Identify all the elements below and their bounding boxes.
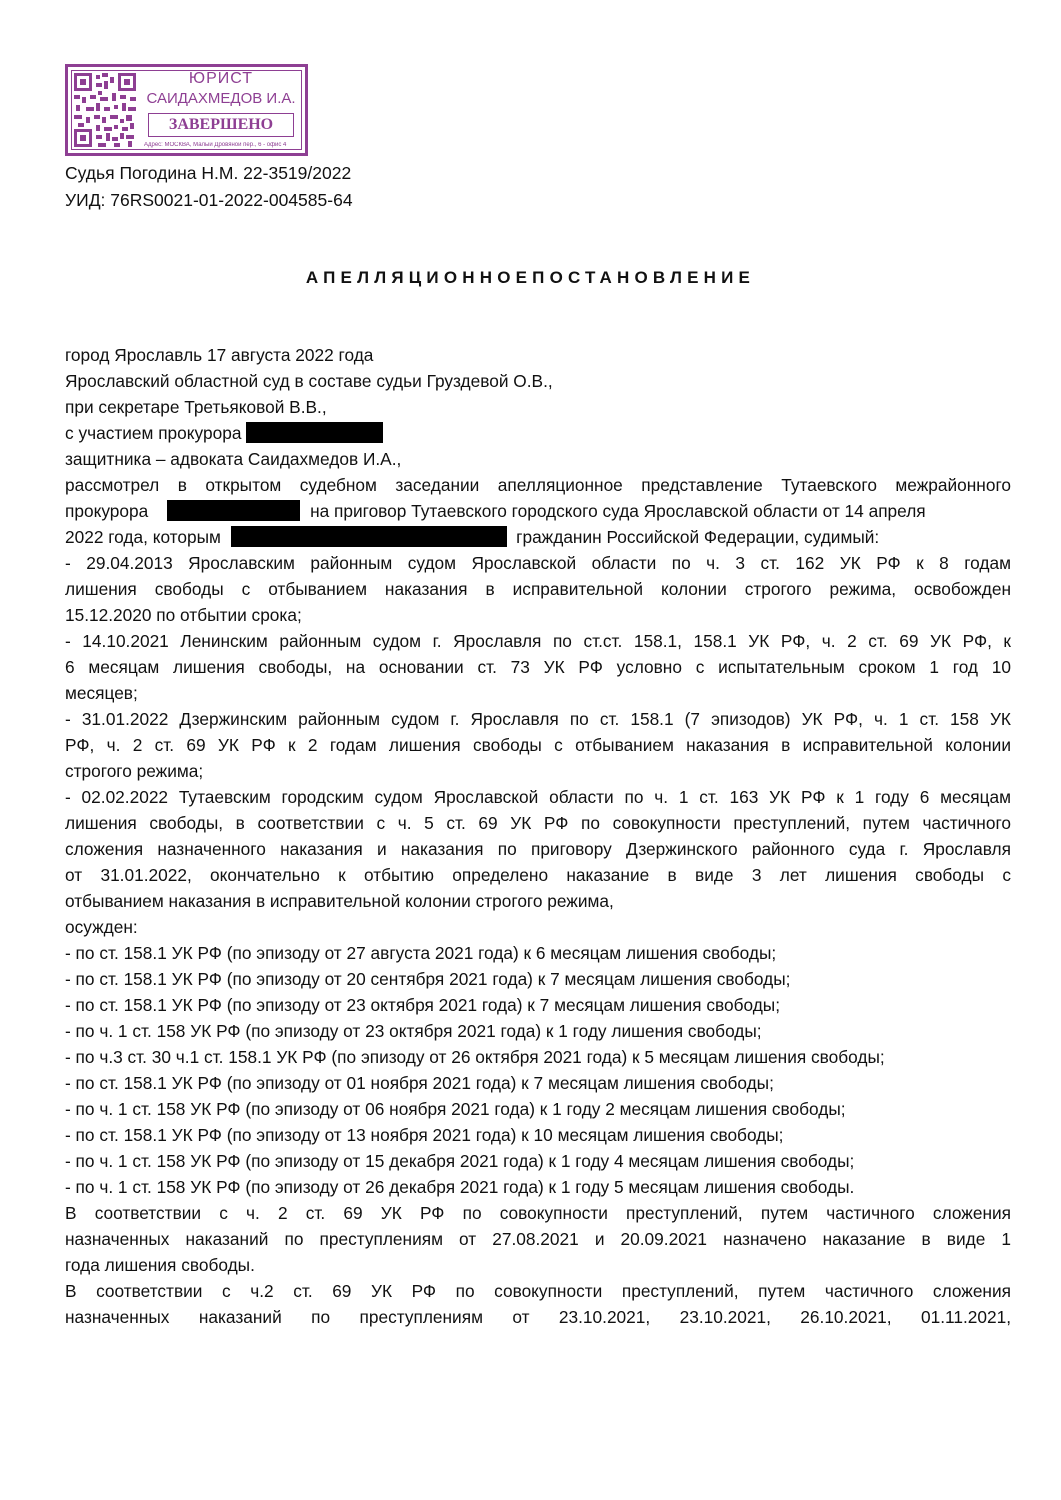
- body-line: строгого режима;: [65, 761, 204, 781]
- stamp-status-badge: ЗАВЕРШЕНО: [148, 113, 294, 137]
- body-line: [65, 420, 1011, 446]
- body-text: гражданин Российской Федерации, судимый:: [516, 527, 880, 547]
- body-line: лишения свободы, в соответствии с ч. 5 ст. 69 УК РФ по совокупности преступлений, путем частичного: [65, 813, 1011, 833]
- body-line: город Ярославль 17 августа 2022 года: [65, 345, 374, 365]
- body-line: защитника – адвоката Саидахмедов И.А.,: [65, 449, 402, 469]
- body-line: рассмотрел в открытом судебном заседании апелляционное представление Тутаевского межрайонного: [65, 475, 1011, 495]
- body-line: - 31.01.2022 Дзержинским районным судом г. Ярославля по ст. 158.1 (7 эпизодов) УК РФ, ч. 1 ст. 158 УК: [65, 709, 1011, 729]
- judge-line: Судья Погодина Н.М. 22-3519/2022: [65, 163, 352, 183]
- body-line: В соответствии с ч. 2 ст. 69 УК РФ по совокупности преступлений, путем частичного сложения: [65, 1203, 1011, 1223]
- body-line: от 31.01.2022, окончательно к отбытию определено наказание в виде 3 лет лишения свободы с: [65, 865, 1011, 885]
- body-line: сложения назначенного наказания и наказания по приговору Дзержинского районного суда г. Ярославля: [65, 839, 1011, 859]
- lawyer-stamp: [65, 64, 308, 156]
- body-line: РФ, ч. 2 ст. 69 УК РФ к 2 годам лишения свободы с отбыванием наказания в исправительной колонии: [65, 735, 1011, 755]
- body-text: на приговор Тутаевского городского суда Ярославской области от 14 апреля: [310, 501, 926, 521]
- sentence-item: - по ст. 158.1 УК РФ (по эпизоду от 23 октября 2021 года) к 7 месяцам лишения свободы;: [65, 995, 781, 1015]
- body-line: месяцев;: [65, 683, 138, 703]
- stamp-address: Адрес: МОСКВА, Малый Дровяной пер., 6 - офис 4: [144, 142, 287, 148]
- body-line: назначенных наказаний по преступлениям от 23.10.2021, 23.10.2021, 26.10.2021, 01.11.2021,: [65, 1307, 1011, 1327]
- body-line: [65, 498, 1011, 524]
- qr-code-icon: [74, 73, 136, 147]
- body-line: Ярославский областной суд в составе судьи Груздевой О.В.,: [65, 371, 553, 391]
- sentence-item: - по ч. 1 ст. 158 УК РФ (по эпизоду от 15 декабря 2021 года) к 1 году 4 месяцам лишения свободы;: [65, 1151, 855, 1171]
- body-line: - 14.10.2021 Ленинским районным судом г. Ярославля по ст.ст. 158.1, 158.1 УК РФ, ч. 2 ст. 69 УК РФ, к: [65, 631, 1011, 651]
- sentence-item: - по ст. 158.1 УК РФ (по эпизоду от 20 сентября 2021 года) к 7 месяцам лишения свободы;: [65, 969, 791, 989]
- redaction-block: [167, 500, 300, 521]
- body-line: - 29.04.2013 Ярославским районным судом Ярославской области по ч. 3 ст. 162 УК РФ к 8 годам: [65, 553, 1011, 573]
- uid-line: УИД: 76RS0021-01-2022-004585-64: [65, 190, 353, 210]
- stamp-name: САИДАХМЕДОВ И.А.: [146, 90, 296, 107]
- body-line: - 02.02.2022 Тутаевским городским судом Ярославской области по ч. 1 ст. 163 УК РФ к 1 году 6 месяцам: [65, 787, 1011, 807]
- body-line: осужден:: [65, 917, 138, 937]
- body-line: года лишения свободы.: [65, 1255, 255, 1275]
- document-title: АПЕЛЛЯЦИОННОЕПОСТАНОВЛЕНИЕ: [305, 268, 756, 287]
- body-line: 15.12.2020 по отбытии срока;: [65, 605, 302, 625]
- body-line: В соответствии с ч.2 ст. 69 УК РФ по совокупности преступлений, путем частичного сложения: [65, 1281, 1011, 1301]
- body-line: при секретаре Третьяковой В.В.,: [65, 397, 327, 417]
- sentence-item: - по ст. 158.1 УК РФ (по эпизоду от 27 августа 2021 года) к 6 месяцам лишения свободы;: [65, 943, 777, 963]
- redaction-block: [246, 422, 383, 443]
- body-line: отбыванием наказания в исправительной колонии строгого режима,: [65, 891, 614, 911]
- stamp-title: ЮРИСТ: [188, 70, 254, 87]
- body-line: [65, 524, 1011, 550]
- body-line: лишения свободы с отбыванием наказания в исправительной колонии строгого режима, освобожден: [65, 579, 1011, 599]
- sentence-item: - по ч. 1 ст. 158 УК РФ (по эпизоду от 06 ноября 2021 года) к 1 году 2 месяцам лишения свободы;: [65, 1099, 846, 1119]
- body-text: прокурора: [65, 501, 149, 521]
- sentence-item: - по ч. 1 ст. 158 УК РФ (по эпизоду от 23 октября 2021 года) к 1 году лишения свободы;: [65, 1021, 762, 1041]
- document-body: [65, 342, 1011, 1330]
- body-line: назначенных наказаний по преступлениям от 27.08.2021 и 20.09.2021 назначено наказание в виде 1: [65, 1229, 1011, 1249]
- redaction-block: [231, 526, 507, 547]
- sentence-item: - по ч.3 ст. 30 ч.1 ст. 158.1 УК РФ (по эпизоду от 26 октября 2021 года) к 5 месяцам лишения свободы;: [65, 1047, 885, 1067]
- sentence-item: - по ч. 1 ст. 158 УК РФ (по эпизоду от 26 декабря 2021 года) к 1 году 5 месяцам лишения свободы.: [65, 1177, 855, 1197]
- body-text: 2022 года, которым: [65, 527, 221, 547]
- body-line: 6 месяцам лишения свободы, на основании ст. 73 УК РФ условно с испытательным сроком 1 год 10: [65, 657, 1011, 677]
- sentence-item: - по ст. 158.1 УК РФ (по эпизоду от 13 ноября 2021 года) к 10 месяцам лишения свободы;: [65, 1125, 784, 1145]
- prosecutor-label: с участием прокурора: [65, 423, 242, 443]
- sentence-item: - по ст. 158.1 УК РФ (по эпизоду от 01 ноября 2021 года) к 7 месяцам лишения свободы;: [65, 1073, 774, 1093]
